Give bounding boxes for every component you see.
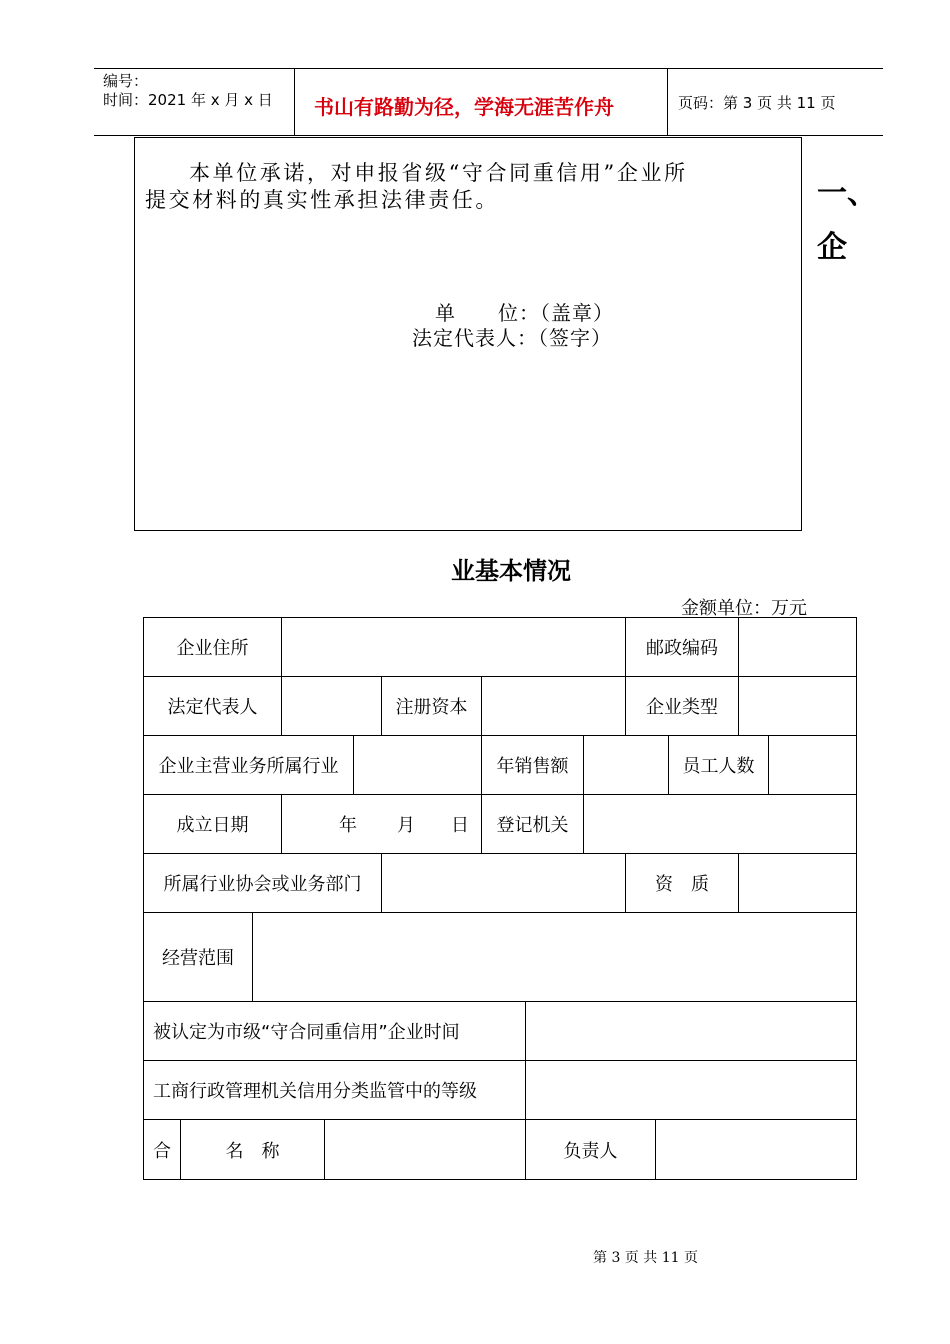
principal-label: 负责人 [525,1119,656,1180]
industry-association-label: 所属行业协会或业务部门 [143,853,382,913]
city-level-time-value[interactable] [525,1001,857,1061]
time-label: 时间：2021 年 x 月 x 日 [103,91,273,109]
legal-rep-sign-label: 法定代表人：（签字） [412,326,612,350]
qualification-value[interactable] [738,853,857,913]
establish-date-label: 成立日期 [143,794,282,854]
registration-authority-value[interactable] [583,794,857,854]
principal-value[interactable] [655,1119,857,1180]
commitment-text [145,160,795,214]
he-label: 合 [143,1119,181,1180]
motto: 书山有路勤为径，学海无涯苦作舟 [314,95,614,119]
header-divider-2 [667,68,668,136]
header-divider-1 [294,68,295,136]
postal-code-value[interactable] [738,617,857,677]
annual-sales-value[interactable] [583,735,669,795]
unit-seal-label: 单 位：（盖章） [435,301,614,325]
establish-date-value[interactable] [281,794,482,854]
header-bottom-rule [94,135,883,136]
section-number: 一、 [817,176,877,211]
name-value[interactable] [324,1119,526,1180]
date-day: 日 [451,815,469,836]
enterprise-type-label: 企业类型 [625,676,739,736]
header-top-rule [94,68,883,69]
section-heading: 业基本情况 [451,557,571,585]
employees-value[interactable] [768,735,857,795]
section-heading-char: 企 [817,230,847,265]
qualification-label: 资 质 [625,853,739,913]
city-level-time-label: 被认定为市级“守合同重信用”企业时间 [143,1001,526,1061]
employees-label: 员工人数 [668,735,769,795]
postal-code-label: 邮政编码 [625,617,739,677]
industry-association-value[interactable] [381,853,626,913]
annual-sales-label: 年销售额 [481,735,584,795]
registered-capital-label: 注册资本 [381,676,482,736]
business-scope-value[interactable] [252,912,857,1002]
amount-unit: 金额单位：万元 [681,598,807,619]
address-label: 企业住所 [143,617,282,677]
registration-authority-label: 登记机关 [481,794,584,854]
main-industry-value[interactable] [353,735,482,795]
registered-capital-value[interactable] [481,676,626,736]
credit-rating-label: 工商行政管理机关信用分类监管中的等级 [143,1060,526,1120]
main-industry-label: 企业主营业务所属行业 [143,735,354,795]
credit-rating-value[interactable] [525,1060,857,1120]
legal-rep-label: 法定代表人 [143,676,282,736]
page-info: 页码：第 3 页 共 11 页 [678,94,836,112]
enterprise-type-value[interactable] [738,676,857,736]
commitment-line-1: 本单位承诺，对申报省级“守合同重信用”企业所 [189,161,688,185]
number-label: 编号： [103,72,149,90]
date-month: 月 [397,815,415,836]
page-footer: 第 3 页 共 11 页 [593,1250,698,1266]
date-year: 年 [339,815,357,836]
address-value[interactable] [281,617,626,677]
legal-rep-value[interactable] [281,676,382,736]
business-scope-label: 经营范围 [143,912,253,1002]
name-label: 名 称 [180,1119,325,1180]
commitment-line-2: 提交材料的真实性承担法律责任。 [145,188,499,212]
